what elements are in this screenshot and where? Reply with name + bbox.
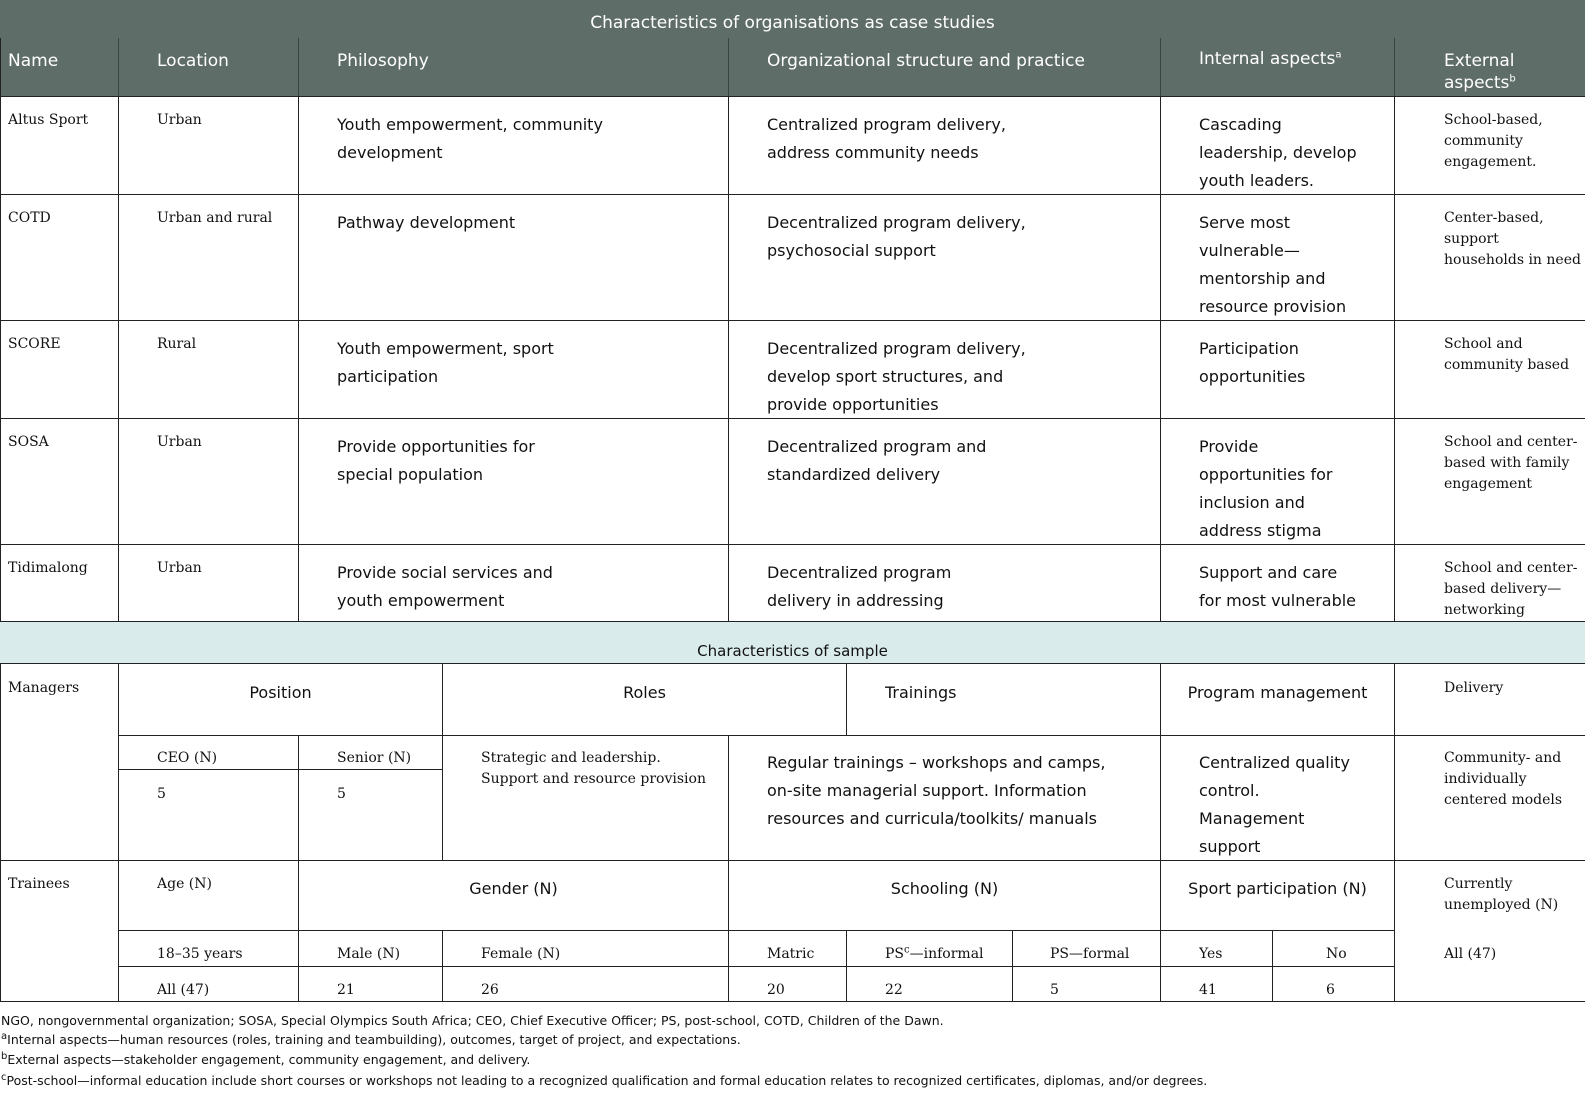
ps-formal-value: 5 — [1050, 982, 1059, 998]
age-value: All (47) — [157, 982, 210, 998]
footnote-b — [1, 1052, 530, 1067]
footnote-a-sup: a — [1, 1030, 8, 1042]
row3-external: School and community based — [1444, 336, 1570, 373]
row1-structure: Centralized program delivery, address community needs — [767, 115, 1006, 162]
row1-external: School-based, community engagement. — [1444, 112, 1543, 170]
col-header-philosophy: Philosophy — [337, 51, 429, 71]
age-range: 18–35 years — [157, 946, 243, 962]
row4-location: Urban — [157, 434, 202, 450]
yes-label: Yes — [1199, 946, 1223, 962]
row4-philosophy: Provide opportunities for special population — [337, 437, 535, 484]
roles-value: Strategic and leadership. Support and resource provision — [481, 750, 706, 787]
female-value: 26 — [481, 982, 499, 998]
matric-label: Matric — [767, 946, 815, 962]
col-header-location: Location — [157, 51, 229, 71]
row4-internal: Provide opportunities for inclusion and address stigma — [1199, 437, 1333, 540]
row5-external: School and center-based delivery—networking — [1444, 560, 1578, 618]
senior-label: Senior (N) — [337, 750, 412, 766]
managers-position-header: Position — [249, 683, 312, 702]
row1-location: Urban — [157, 112, 202, 128]
footnote-c — [1, 1073, 1207, 1088]
col-header-structure: Organizational structure and practice — [767, 51, 1085, 71]
trainees-unemployed-header: Currently unemployed (N) — [1444, 876, 1559, 913]
row4-structure: Decentralized program and standardized delivery — [767, 437, 987, 484]
row3-philosophy: Youth empowerment, sport participation — [337, 339, 554, 386]
yes-value: 41 — [1199, 982, 1217, 998]
footnote-c-sup: c — [1, 1071, 7, 1083]
row3-location: Rural — [157, 336, 197, 352]
unemployed-value: All (47) — [1444, 946, 1497, 962]
col-header-external-sup: b — [1509, 73, 1516, 85]
managers-delivery-header: Delivery — [1444, 680, 1504, 696]
col-header-internal-text: Internal aspects — [1199, 49, 1336, 69]
no-value: 6 — [1326, 982, 1335, 998]
footnote-c-text: Post-school—informal education include short courses or workshops not leading to a recognized qualification and formal education relates to recognized certificates, diplomas, and/or degrees. — [6, 1073, 1208, 1088]
row2-external: Center-based, support households in need — [1444, 210, 1581, 268]
ps-informal-suffix: —informal — [909, 946, 984, 962]
row2-name: COTD — [8, 210, 51, 226]
managers-program-header: Program management — [1187, 683, 1368, 702]
ceo-label: CEO (N) — [157, 750, 218, 766]
footnote-a — [1, 1032, 741, 1047]
row3-internal: Participation opportunities — [1199, 339, 1306, 386]
section1-title: Characteristics of organisations as case studies — [0, 0, 1585, 38]
managers-roles-header: Roles — [623, 683, 666, 702]
footnote-abbrev: NGO, nongovernmental organization; SOSA, Special Olympics South Africa; CEO, Chief Executive Officer; PS, post-school, COTD, Children of the Dawn. — [1, 1013, 944, 1028]
row1-philosophy: Youth empowerment, community development — [337, 115, 603, 162]
row1-internal: Cascading leadership, develop youth leaders. — [1199, 115, 1357, 190]
row1-name: Altus Sport — [8, 112, 89, 128]
trainees-gender-header: Gender (N) — [469, 879, 558, 898]
col-header-internal-sup: a — [1335, 49, 1342, 61]
ceo-value: 5 — [157, 786, 166, 802]
section2-title: Characteristics of sample — [0, 622, 1585, 663]
footnote-a-text: Internal aspects—human resources (roles, training and teambuilding), outcomes, target of project, and expectations. — [7, 1032, 741, 1047]
footnote-b-sup: b — [1, 1050, 8, 1062]
col-header-name: Name — [8, 51, 59, 71]
ps-informal-label — [885, 944, 984, 965]
trainees-age-header: Age (N) — [157, 876, 212, 892]
trainees-sport-header: Sport participation (N) — [1188, 879, 1367, 898]
section1-header-row — [0, 38, 1585, 96]
ps-informal-prefix: PS — [885, 946, 905, 962]
trainees-schooling-header: Schooling (N) — [890, 879, 999, 898]
program-value: Centralized quality control. Management support — [1199, 753, 1350, 856]
col-header-external — [1444, 50, 1579, 94]
row2-location: Urban and rural — [157, 210, 273, 226]
ps-informal-sup: c — [904, 944, 910, 956]
row2-internal: Serve most vulnerable—mentorship and resource provision — [1199, 213, 1347, 316]
row5-structure: Decentralized program delivery in addressing — [767, 563, 952, 610]
trainees-label: Trainees — [8, 876, 70, 892]
row3-structure: Decentralized program delivery, develop sport structures, and provide opportunities — [767, 339, 1026, 414]
col-header-external-text: External aspects — [1444, 51, 1515, 93]
row5-internal: Support and care for most vulnerable — [1199, 563, 1357, 610]
no-label: No — [1326, 946, 1347, 962]
row2-philosophy: Pathway development — [337, 213, 516, 232]
footnote-b-text: External aspects—stakeholder engagement, community engagement, and delivery. — [7, 1052, 531, 1067]
row4-external: School and center-based with family engagement — [1444, 434, 1578, 492]
row5-philosophy: Provide social services and youth empowerment — [337, 563, 553, 610]
row4-name: SOSA — [8, 434, 49, 450]
ps-formal-label: PS—formal — [1050, 946, 1130, 962]
row5-name: Tidimalong — [8, 560, 88, 576]
male-value: 21 — [337, 982, 355, 998]
row2-structure: Decentralized program delivery, psychosocial support — [767, 213, 1026, 260]
ps-informal-value: 22 — [885, 982, 903, 998]
matric-value: 20 — [767, 982, 785, 998]
row3-name: SCORE — [8, 336, 61, 352]
delivery-value: Community- and individually centered models — [1444, 750, 1563, 808]
female-label: Female (N) — [481, 946, 561, 962]
managers-trainings-header: Trainings — [885, 683, 957, 702]
male-label: Male (N) — [337, 946, 401, 962]
managers-label: Managers — [8, 680, 80, 696]
senior-value: 5 — [337, 786, 346, 802]
col-header-internal — [1199, 48, 1341, 70]
row5-location: Urban — [157, 560, 202, 576]
trainings-value: Regular trainings – workshops and camps, on-site managerial support. Information resources and curricula/toolkits/ manuals — [767, 753, 1106, 828]
